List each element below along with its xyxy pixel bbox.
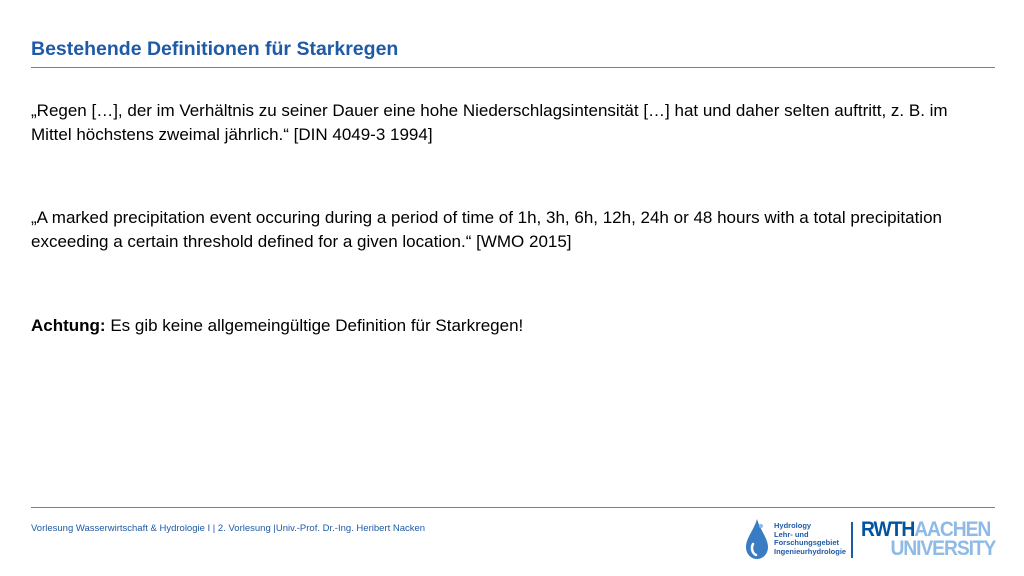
hydrology-logo — [744, 518, 847, 562]
hydrology-logo-line1: Hydrology — [774, 521, 812, 530]
din-definition-quote: „Regen […], der im Verhältnis zu seiner Dauer eine hohe Niederschlagsintensität […] hat und daher selten auftritt, z. B. im Mittel höchstens zweimal jährlich.“ [DIN 4049-3 1994] — [31, 101, 948, 144]
rwth-aachen-logo — [861, 518, 996, 560]
wmo-definition-quote: „A marked precipitation event occuring during a period of time of 1h, 3h, 6h, 12h, 24h or 48 hours with a total precipitation exceeding a certain threshold defined for a given location.“ [WMO 2015] — [31, 208, 942, 251]
warning-text: Es gib keine allgemeingültige Definition für Starkregen! — [105, 316, 524, 335]
hydrology-logo-line2: Lehr- und — [774, 529, 809, 539]
hydrology-logo-line3: Forschungsgebiet — [774, 538, 840, 548]
warning-label: Achtung: — [31, 316, 106, 335]
rwth-logo-rwth: RWTH — [861, 518, 915, 541]
rwth-logo-university: UNIVERSITY — [890, 537, 996, 560]
logo-divider — [851, 522, 853, 558]
footer-lecture-info: Vorlesung Wasserwirtschaft & Hydrologie I | 2. Vorlesung |Univ.-Prof. Dr.-Ing. Heribert Nacken — [31, 523, 426, 534]
slide-title: Bestehende Definitionen für Starkregen — [31, 38, 399, 60]
hydrology-logo-text — [774, 522, 846, 556]
rwth-logo-aachen: AACHEN — [914, 518, 991, 541]
water-drop-icon — [744, 518, 770, 560]
title-divider — [31, 67, 995, 68]
warning-note — [31, 314, 991, 338]
hydrology-logo-line4: Ingenieurhydrologie — [774, 546, 847, 556]
footer-divider — [31, 507, 995, 508]
